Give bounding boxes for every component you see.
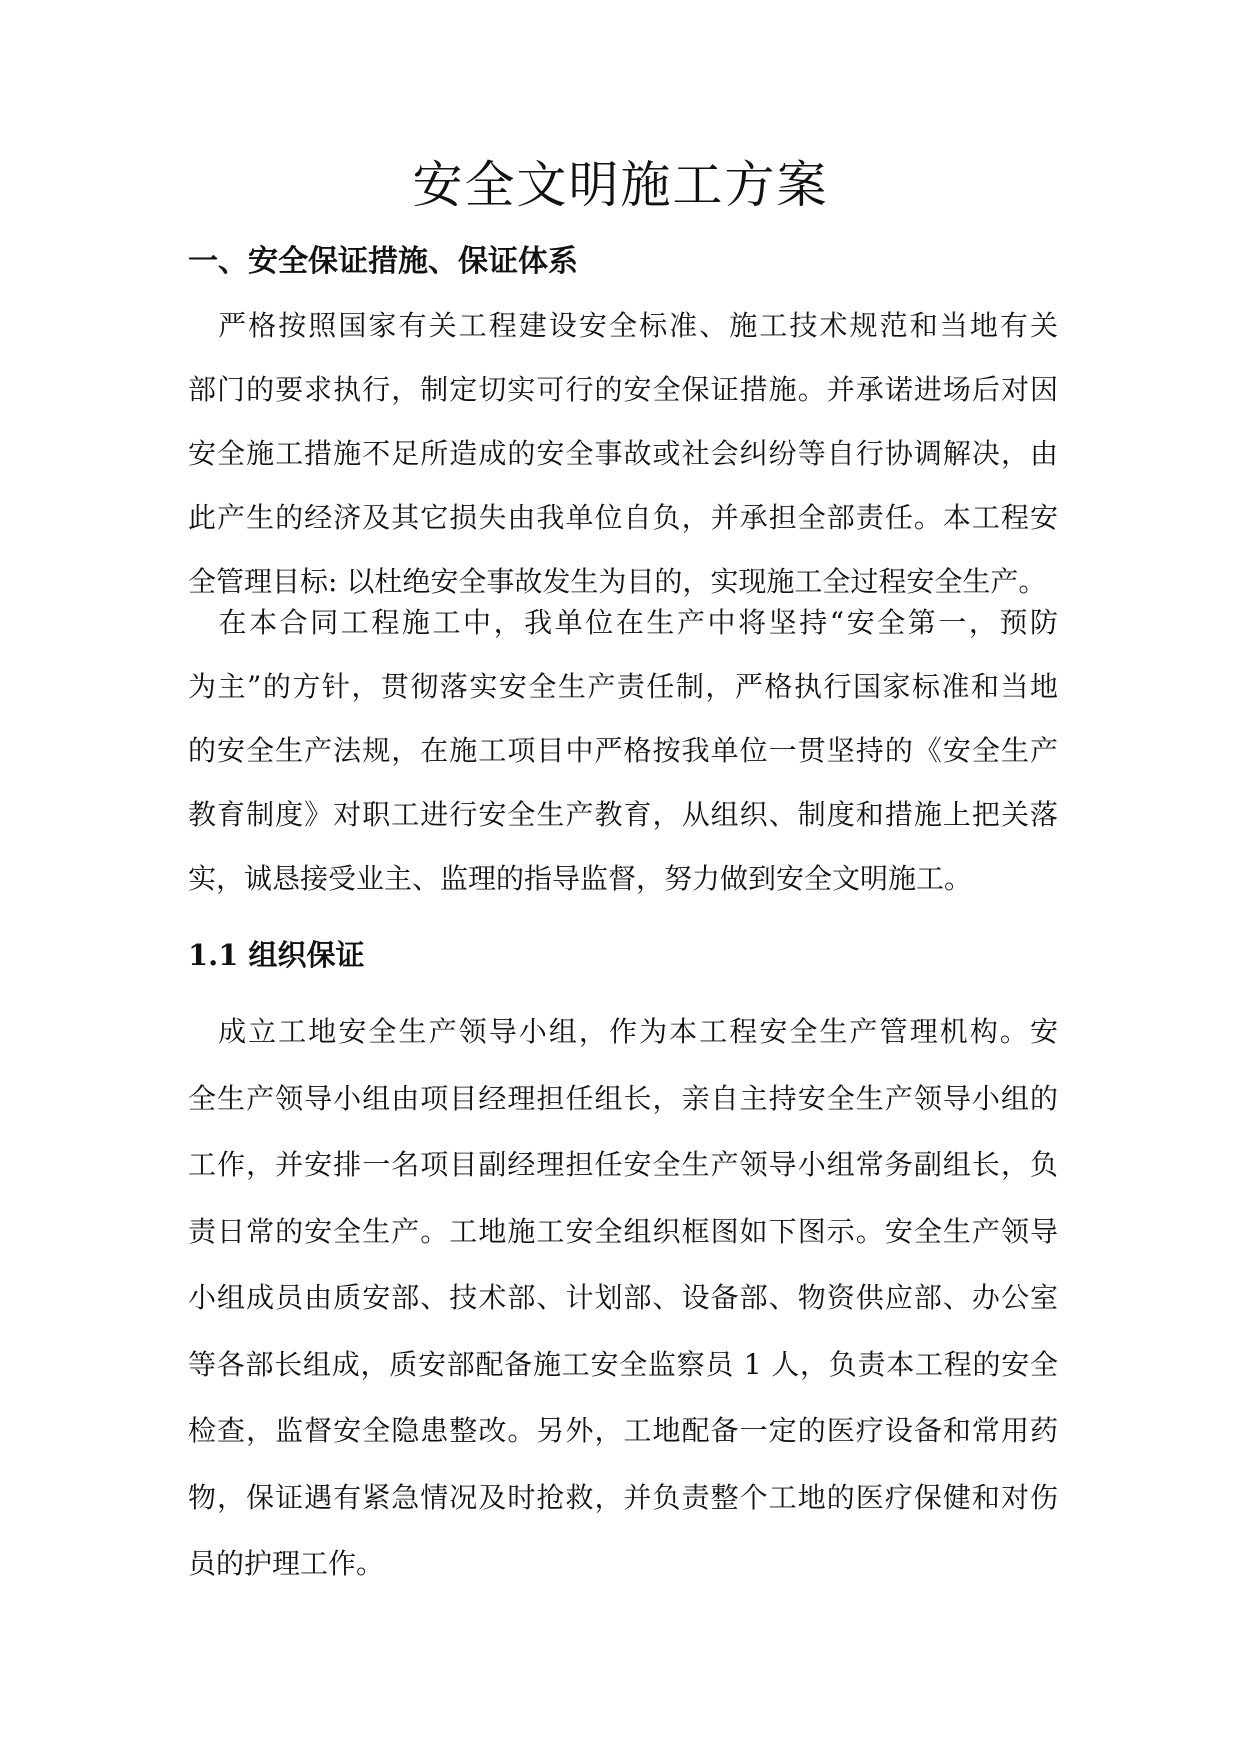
paragraph-line: 严格按照国家有关工程建设安全标准、施工技术规范和当地有关 [188,309,1058,342]
paragraph [188,304,1058,624]
paragraph-line: 此产生的经济及其它损失由我单位自负，并承担全部责任。本工程安 [188,501,1058,534]
section-heading: 一、安全保证措施、保证体系 [188,244,578,279]
paragraph-line: 物，保证遇有紧急情况及时抢救，并负责整个工地的医疗保健和对伤 [188,1480,1058,1514]
paragraph-line: 检查，监督安全隐患整改。另外，工地配备一定的医疗设备和常用药 [188,1414,1058,1447]
paragraph-line: 责日常的安全生产。工地施工安全组织框图如下图示。安全生产领导 [188,1214,1058,1248]
paragraph-line: 员的护理工作。 [188,1547,385,1580]
paragraph-line: 成立工地安全生产领导小组，作为本工程安全生产管理机构。安 [188,1015,1058,1048]
paragraph-line: 实，诚恳接受业主、监理的指导监督，努力做到安全文明施工。 [188,862,973,895]
paragraph-line: 在本合同工程施工中，我单位在生产中将坚持“安全第一，预防 [188,606,1058,639]
paragraph-line: 部门的要求执行，制定切实可行的安全保证措施。并承诺进场后对因 [188,373,1058,406]
paragraph [188,601,1058,921]
document-title: 安全文明施工方案 [412,156,829,214]
paragraph-line: 安全施工措施不足所造成的安全事故或社会纠纷等自行协调解决，由 [188,437,1058,470]
paragraph-line: 工作，并安排一名项目副经理担任安全生产领导小组常务副组长，负 [188,1148,1058,1181]
subsection-heading: 1.1 组织保证 [188,938,365,972]
paragraph-line: 教育制度》对职工进行安全生产教育，从组织、制度和措施上把关落 [188,798,1058,831]
paragraph [188,1010,1058,1609]
paragraph-line: 等各部长组成，质安部配备施工安全监察员 1 人，负责本工程的安全 [188,1347,1058,1381]
paragraph-line: 小组成员由质安部、技术部、计划部、设备部、物资供应部、办公室 [188,1281,1058,1314]
paragraph-line: 全管理目标: 以杜绝安全事故发生为目的，实现施工全过程安全生产。 [188,565,1047,598]
paragraph-line: 为主”的方针，贯彻落实安全生产责任制，严格执行国家标准和当地 [188,670,1058,703]
paragraph-line: 全生产领导小组由项目经理担任组长，亲自主持安全生产领导小组的 [188,1081,1058,1115]
paragraph-line: 的安全生产法规，在施工项目中严格按我单位一贯坚持的《安全生产 [188,734,1058,767]
